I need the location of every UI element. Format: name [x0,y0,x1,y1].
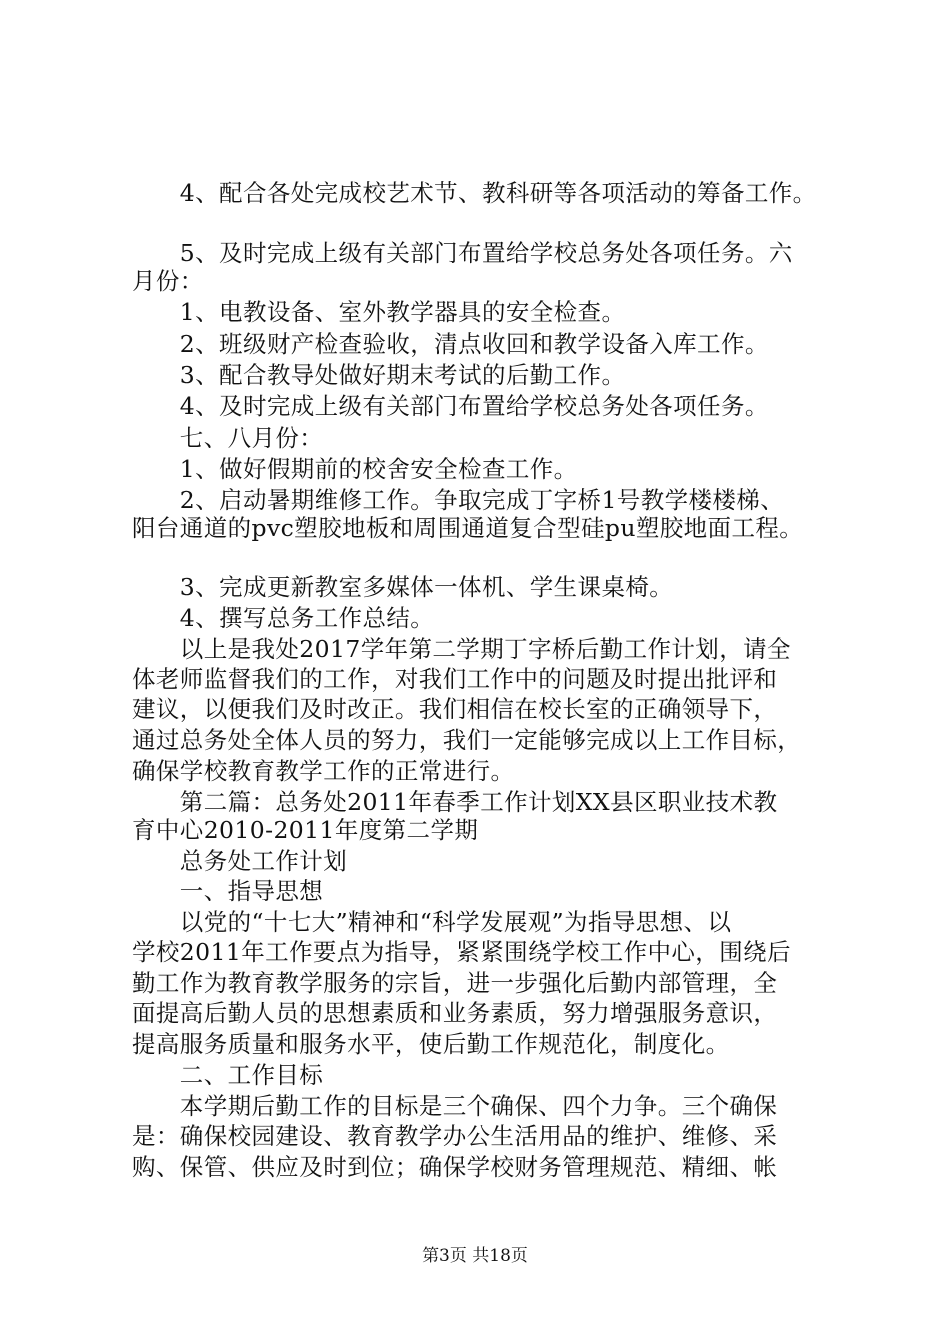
text-line: 3、完成更新教室多媒体一体机、学生课桌椅。 [132,573,674,601]
text-line: 二、工作目标 [132,1061,324,1089]
text-line: 体老师监督我们的工作，对我们工作中的问题及时提出批评和 [132,665,778,693]
text-line: 勤工作为教育教学服务的宗旨，进一步强化后勤内部管理，全 [132,969,778,997]
text-line: 阳台通道的pvc塑胶地板和周围通道复合型硅pu塑胶地面工程。 [132,514,804,542]
text-line: 购、保管、供应及时到位；确保学校财务管理规范、精细、帐 [132,1153,778,1181]
text-line: 学校2011年工作要点为指导，紧紧围绕学校工作中心，围绕后 [132,938,791,966]
text-line: 5、及时完成上级有关部门布置给学校总务处各项任务。六 [132,239,793,267]
text-line: 4、配合各处完成校艺术节、教科研等各项活动的筹备工作。 [132,179,817,207]
text-line: 确保学校教育教学工作的正常进行。 [132,757,515,785]
text-line: 本学期后勤工作的目标是三个确保、四个力争。三个确保 [132,1092,778,1120]
page-number-footer: 第3页 共18页 [422,1246,528,1266]
text-line: 以党的“十七大”精神和“科学发展观”为指导思想、以 [132,908,732,936]
text-line: 1、电教设备、室外教学器具的安全检查。 [132,298,626,326]
text-line: 2、班级财产检查验收，清点收回和教学设备入库工作。 [132,330,769,358]
text-line: 4、及时完成上级有关部门布置给学校总务处各项任务。 [132,392,769,420]
text-line: 3、配合教导处做好期末考试的后勤工作。 [132,361,626,389]
text-line: 七、八月份： [132,424,324,452]
text-line: 一、指导思想 [132,877,324,905]
text-line: 月份： [132,267,204,295]
text-line: 通过总务处全体人员的努力，我们一定能够完成以上工作目标， [132,726,802,754]
text-line: 1、做好假期前的校舍安全检查工作。 [132,455,578,483]
text-line: 提高服务质量和服务水平，使后勤工作规范化，制度化。 [132,1030,730,1058]
text-line: 第二篇：总务处2011年春季工作计划XX县区职业技术教 [132,788,778,816]
text-line: 4、撰写总务工作总结。 [132,604,435,632]
text-line: 面提高后勤人员的思想素质和业务素质，努力增强服务意识， [132,999,778,1027]
text-line: 建议，以便我们及时改正。我们相信在校长室的正确领导下， [132,695,778,723]
text-line: 总务处工作计划 [132,847,348,875]
text-line: 2、启动暑期维修工作。争取完成丁字桥1号教学楼楼梯、 [132,486,785,514]
text-line: 以上是我处2017学年第二学期丁字桥后勤工作计划，请全 [132,635,791,663]
text-line: 育中心2010-2011年度第二学期 [132,816,479,844]
text-line: 是：确保校园建设、教育教学办公生活用品的维护、维修、采 [132,1122,778,1150]
